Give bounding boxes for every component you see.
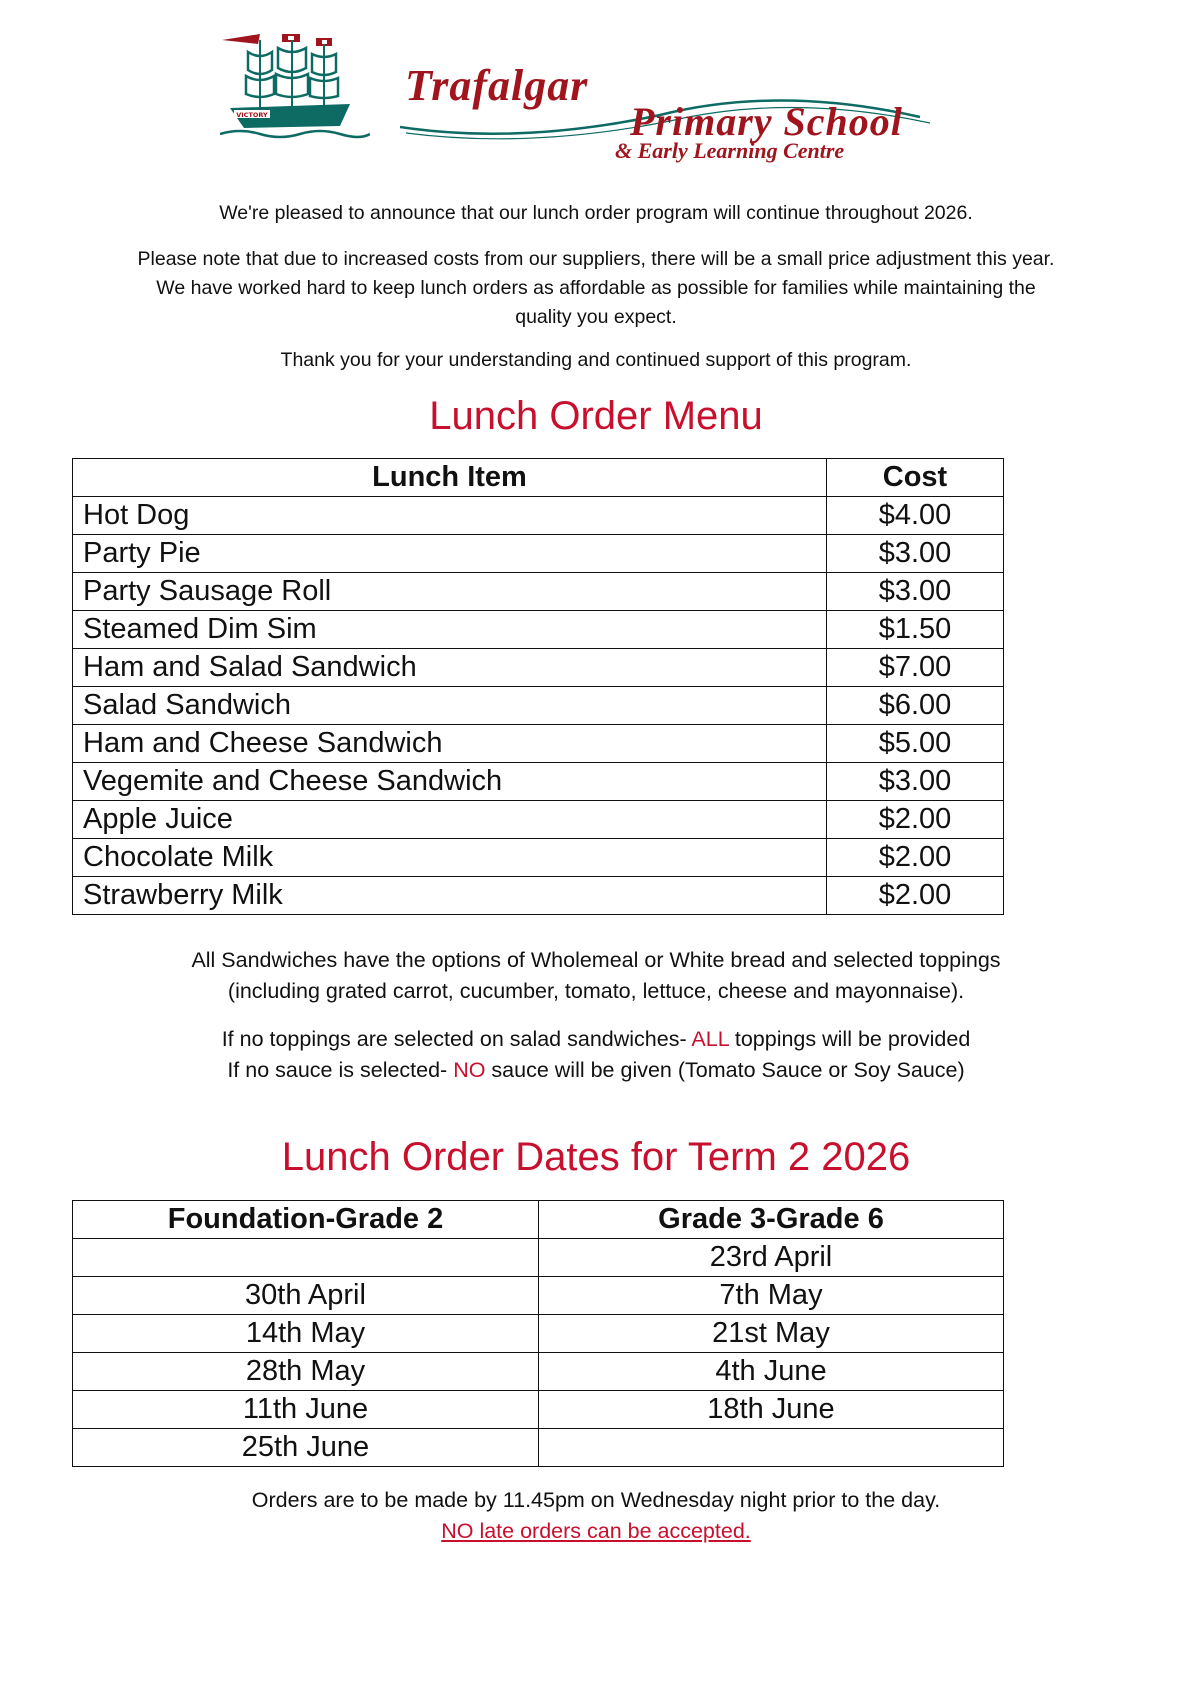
senior-date: 23rd April bbox=[539, 1239, 1004, 1277]
menu-header-row bbox=[73, 459, 1004, 497]
menu-item-cost: $1.50 bbox=[827, 611, 1004, 649]
menu-item-cost: $3.00 bbox=[827, 763, 1004, 801]
table-row bbox=[73, 1315, 1004, 1353]
table-row bbox=[73, 1353, 1004, 1391]
table-row bbox=[73, 497, 1004, 535]
toppings-note-emphasis: ALL bbox=[691, 1027, 729, 1051]
menu-item-cost: $6.00 bbox=[827, 687, 1004, 725]
menu-header-item: Lunch Item bbox=[73, 459, 827, 497]
sandwich-note-line2: (including grated carrot, cucumber, tomato, lettuce, cheese and mayonnaise). bbox=[227, 979, 965, 1003]
menu-item-cost: $5.00 bbox=[827, 725, 1004, 763]
menu-item-name: Party Sausage Roll bbox=[73, 573, 827, 611]
ship-icon bbox=[220, 30, 370, 140]
sandwich-options-note bbox=[60, 945, 1132, 1007]
intro-paragraph-3: Thank you for your understanding and continued support of this program. bbox=[280, 349, 912, 371]
menu-item-name: Strawberry Milk bbox=[73, 877, 827, 915]
table-row bbox=[73, 1391, 1004, 1429]
sauce-note-text: If no sauce is selected- bbox=[227, 1058, 454, 1082]
order-deadline-note bbox=[60, 1485, 1132, 1547]
dates-header-row bbox=[73, 1201, 1004, 1239]
table-row bbox=[73, 573, 1004, 611]
menu-item-name: Salad Sandwich bbox=[73, 687, 827, 725]
senior-date: 4th June bbox=[539, 1353, 1004, 1391]
menu-item-cost: $7.00 bbox=[827, 649, 1004, 687]
logo-trafalgar-text: Trafalgar bbox=[405, 61, 589, 110]
junior-date: 11th June bbox=[73, 1391, 539, 1429]
menu-item-name: Vegemite and Cheese Sandwich bbox=[73, 763, 827, 801]
late-orders-warning: NO late orders can be accepted. bbox=[441, 1519, 751, 1543]
table-row bbox=[73, 649, 1004, 687]
senior-date bbox=[539, 1429, 1004, 1467]
toppings-note bbox=[60, 1024, 1132, 1055]
menu-header-cost: Cost bbox=[827, 459, 1004, 497]
senior-date: 18th June bbox=[539, 1391, 1004, 1429]
table-row bbox=[73, 801, 1004, 839]
table-row bbox=[73, 687, 1004, 725]
dates-title: Lunch Order Dates for Term 2 2026 bbox=[281, 1135, 911, 1179]
table-row bbox=[73, 763, 1004, 801]
table-row bbox=[73, 535, 1004, 573]
menu-table bbox=[72, 458, 1004, 915]
senior-date: 7th May bbox=[539, 1277, 1004, 1315]
menu-item-name: Ham and Salad Sandwich bbox=[73, 649, 827, 687]
toppings-note-text: If no toppings are selected on salad sandwiches- bbox=[221, 1027, 692, 1051]
dates-header-foundation: Foundation-Grade 2 bbox=[73, 1201, 539, 1239]
menu-item-cost: $2.00 bbox=[827, 877, 1004, 915]
junior-date: 28th May bbox=[73, 1353, 539, 1391]
logo-early-learning-text: & Early Learning Centre bbox=[615, 138, 845, 163]
table-row bbox=[73, 1239, 1004, 1277]
topping-sauce-note bbox=[60, 1024, 1132, 1086]
ship-name-label: VICTORY bbox=[236, 111, 268, 119]
order-deadline-text: Orders are to be made by 11.45pm on Wednesday night prior to the day. bbox=[251, 1488, 941, 1512]
table-row bbox=[73, 839, 1004, 877]
logo-primary-school-text: Primary School bbox=[630, 99, 903, 144]
table-row bbox=[73, 877, 1004, 915]
menu-item-name: Party Pie bbox=[73, 535, 827, 573]
intro-price-note bbox=[60, 245, 1132, 332]
menu-item-cost: $2.00 bbox=[827, 839, 1004, 877]
junior-date: 30th April bbox=[73, 1277, 539, 1315]
intro-paragraph-2-line1: Please note that due to increased costs from our suppliers, there will be a small price adjustment this year. bbox=[137, 248, 1055, 270]
table-row bbox=[73, 1429, 1004, 1467]
sauce-note bbox=[60, 1055, 1132, 1086]
menu-item-cost: $4.00 bbox=[827, 497, 1004, 535]
menu-title: Lunch Order Menu bbox=[429, 394, 763, 438]
intro-thanks bbox=[60, 346, 1132, 375]
dates-header-grade3-6: Grade 3-Grade 6 bbox=[539, 1201, 1004, 1239]
senior-date: 21st May bbox=[539, 1315, 1004, 1353]
menu-item-name: Chocolate Milk bbox=[73, 839, 827, 877]
menu-item-name: Apple Juice bbox=[73, 801, 827, 839]
menu-item-cost: $2.00 bbox=[827, 801, 1004, 839]
table-row bbox=[73, 1277, 1004, 1315]
intro-paragraph-2-line3: quality you expect. bbox=[515, 306, 677, 328]
junior-date bbox=[73, 1239, 539, 1277]
menu-item-name: Hot Dog bbox=[73, 497, 827, 535]
intro-paragraph-1: We're pleased to announce that our lunch order program will continue throughout 2026. bbox=[219, 202, 973, 224]
table-row bbox=[73, 725, 1004, 763]
school-logo bbox=[210, 30, 990, 170]
menu-item-name: Ham and Cheese Sandwich bbox=[73, 725, 827, 763]
sauce-note-emphasis: NO bbox=[453, 1058, 486, 1082]
sandwich-note-line1: All Sandwiches have the options of Wholemeal or White bread and selected toppings bbox=[191, 948, 1001, 972]
sauce-note-text-end: sauce will be given (Tomato Sauce or Soy Sauce) bbox=[485, 1058, 965, 1082]
junior-date: 14th May bbox=[73, 1315, 539, 1353]
intro-text bbox=[60, 199, 1132, 228]
intro-paragraph-2-line2: We have worked hard to keep lunch orders as affordable as possible for families while maintaining the bbox=[156, 277, 1036, 299]
dates-table bbox=[72, 1200, 1004, 1467]
table-row bbox=[73, 611, 1004, 649]
toppings-note-text-end: toppings will be provided bbox=[728, 1027, 971, 1051]
menu-item-name: Steamed Dim Sim bbox=[73, 611, 827, 649]
menu-item-cost: $3.00 bbox=[827, 573, 1004, 611]
menu-item-cost: $3.00 bbox=[827, 535, 1004, 573]
junior-date: 25th June bbox=[73, 1429, 539, 1467]
